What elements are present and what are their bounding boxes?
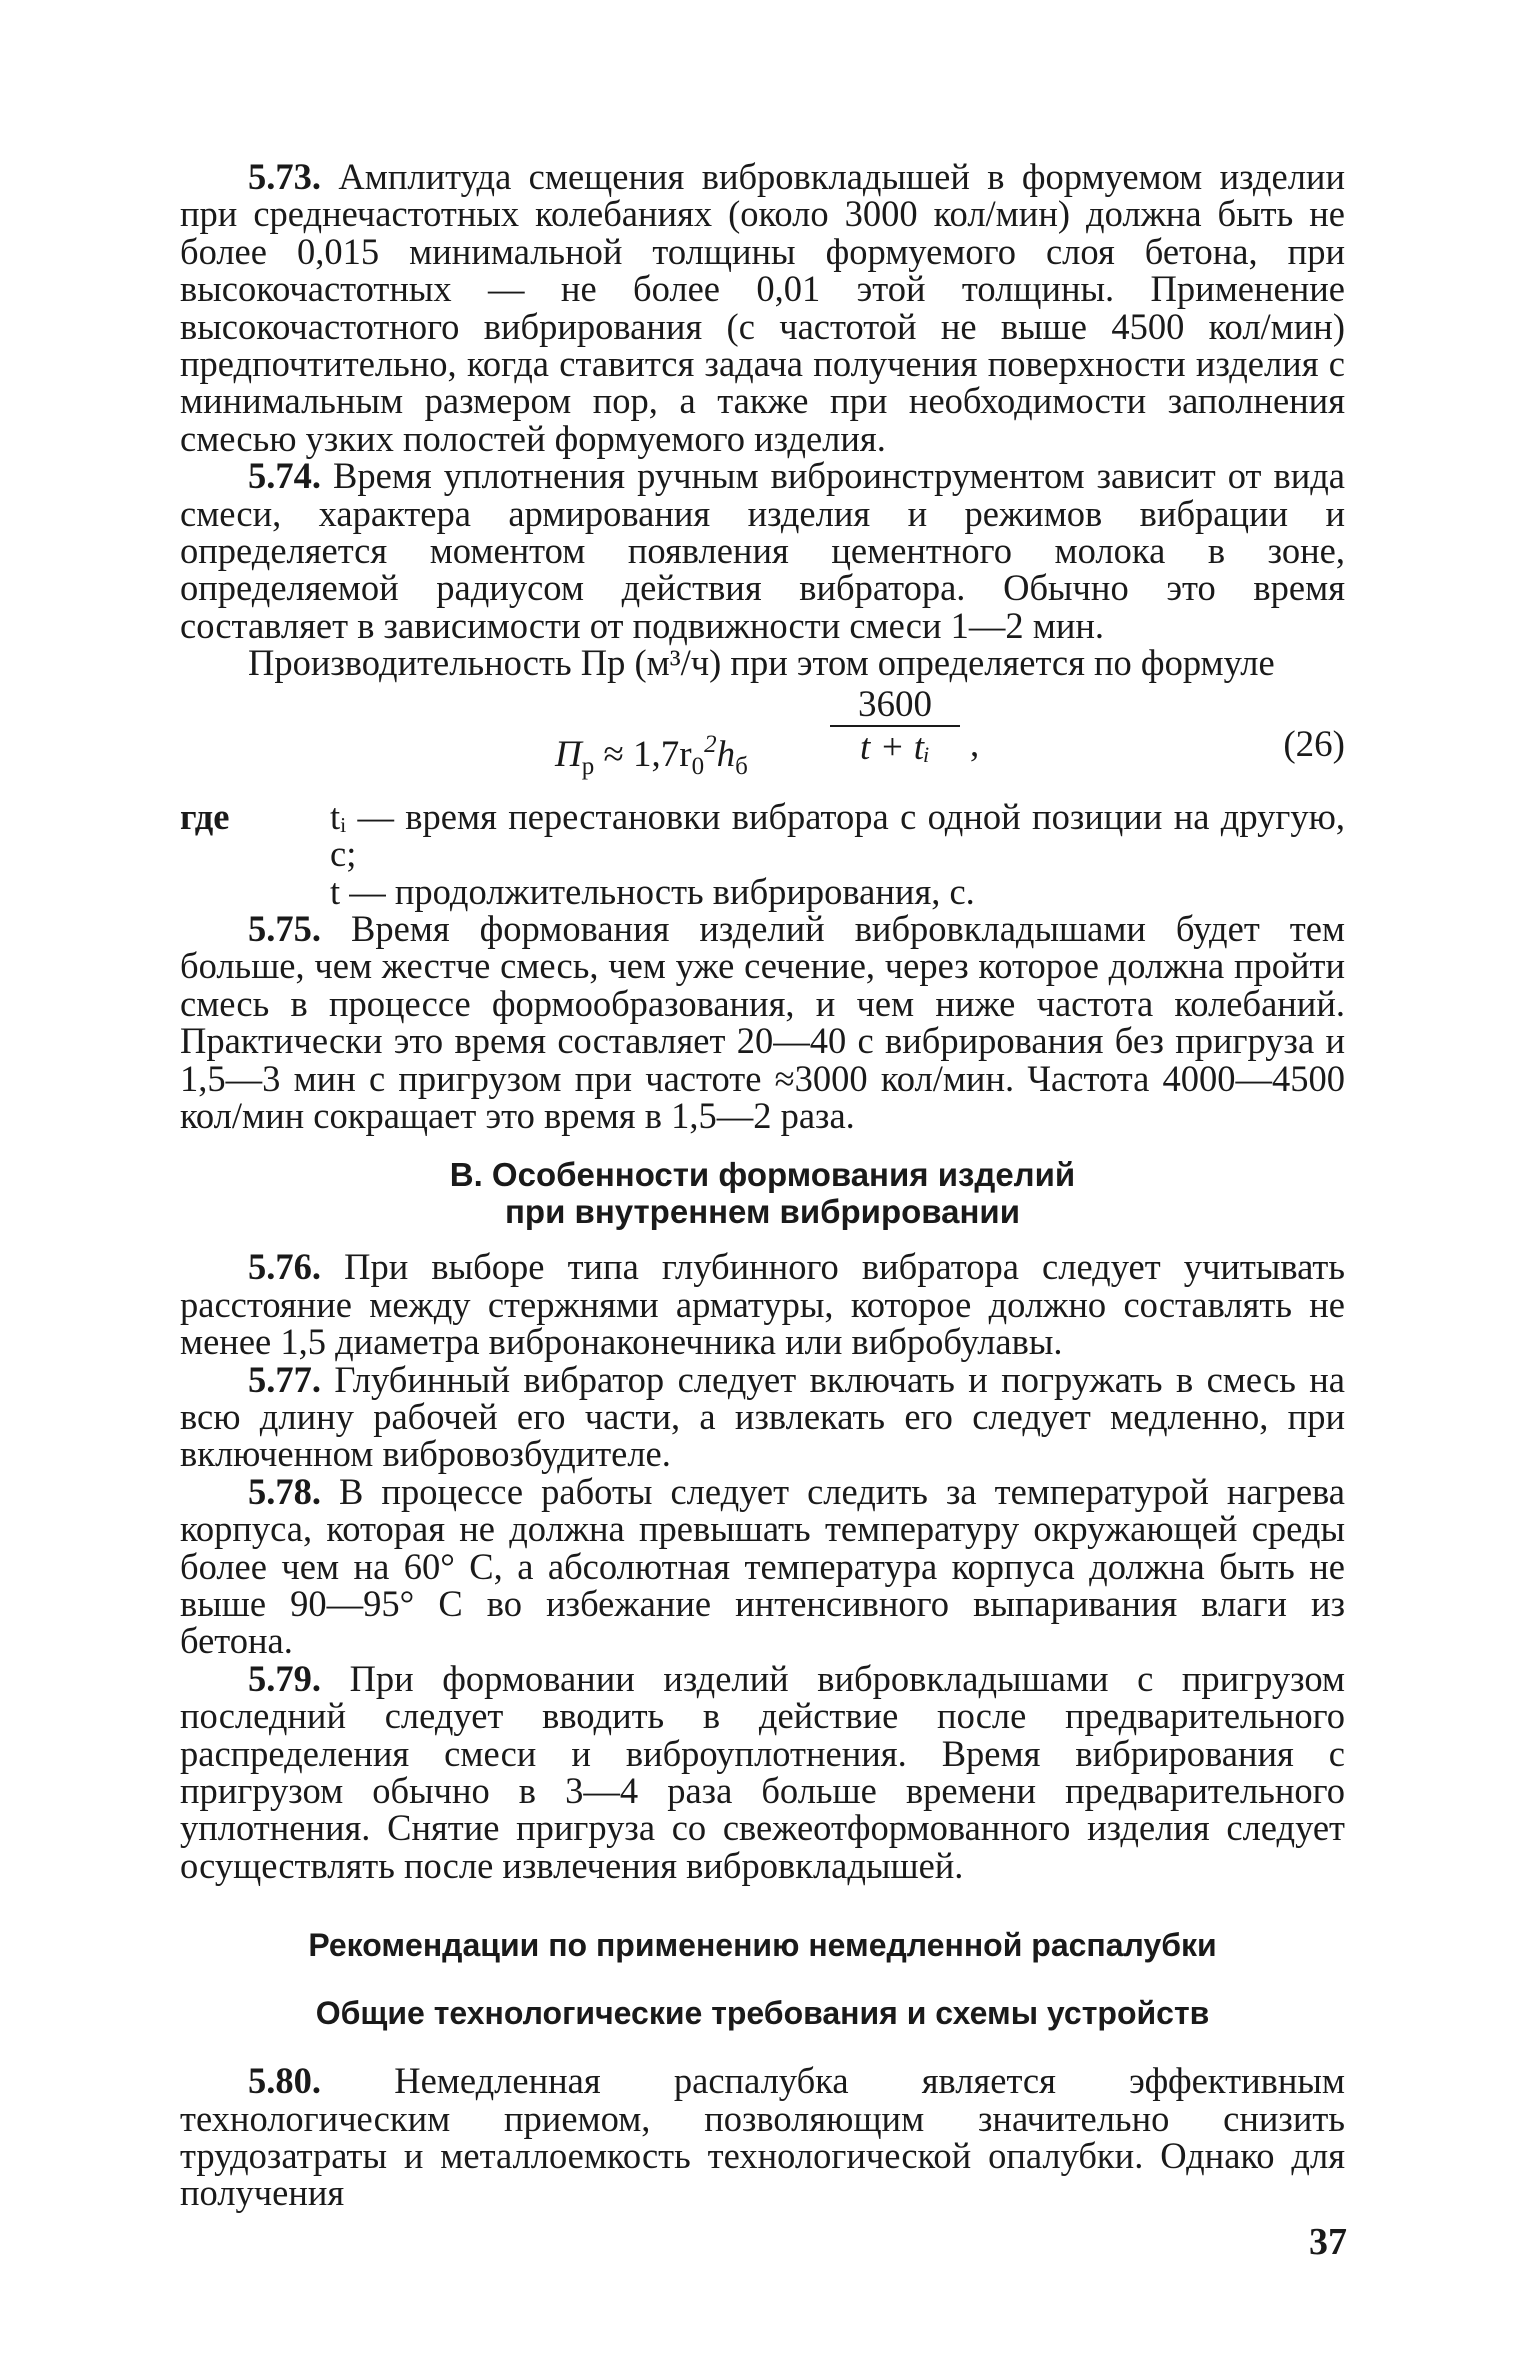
formula-numerator: 3600 (830, 686, 960, 727)
spacer (180, 2032, 1345, 2062)
where-label: где (180, 795, 230, 837)
ti-definition: tᵢ — время перестановки вибратора с одной позиции на другую, с; (330, 795, 1345, 875)
formula-denominator: t + tᵢ (860, 727, 930, 769)
t-definition: t — продолжительность вибрирования, с. (330, 870, 975, 912)
clause-text: При формовании изделий вибровкладышами с пригрузом последний следует вводить в действие после предварительного распределения смеси и виброуплотнения. Время вибрирования с пригрузом обычно в 3—4 раза больше времени предварительного уплотнения. Снятие пригруза со свежеотформованного изделия следует осуществлять после извлечения вибровкладышей. (180, 1657, 1346, 1886)
paragraph-5-74 (180, 457, 1345, 644)
clause-text: Немедленная распалубка является эффективным технологическим приемом, позволяющим значительно снизить трудозатраты и металлоемкость технологической опалубки. Однако для получения (180, 2060, 1345, 2214)
clause-text: Амплитуда смещения вибровкладышей в формуемом изделии при среднечастотных колебаниях (около 3000 кол/мин) должна быть не более 0,015 минимальной толщины формуемого слоя бетона, при высокочастотных — не более 0,01 этой толщины. Применение высокочастотного вибрирования (с частотой не выше 4500 кол/мин) предпочтительно, когда ставится задача получения поверхности изделия с минимальным размером пор, а также при необходимости заполнения смесью узких полостей формуемого изделия. (180, 156, 1345, 459)
clause-number: 5.73. (248, 156, 321, 197)
clause-number: 5.76. (248, 1246, 321, 1288)
where-ti (180, 795, 1345, 875)
clause-text: Глубинный вибратор следует включать и погружать в смесь на всю длину рабочей его части, а извлекать его следует медленно, при включенном вибровозбудителе. (180, 1358, 1345, 1475)
heading-general-requirements: Общие технологические требования и схемы устройств (315, 1995, 1210, 2032)
clause-number: 5.77. (248, 1358, 321, 1400)
formula-number: (26) (1283, 723, 1345, 765)
productivity-intro: Производительность Пр (м³/ч) при этом определяется по формуле (248, 642, 1275, 684)
paragraph-5-80 (180, 2062, 1345, 2212)
clause-number: 5.79. (248, 1657, 321, 1699)
clause-number: 5.75. (248, 907, 321, 949)
heading-line-2: при внутреннем вибрировании (505, 1193, 1020, 1231)
paragraph-5-76 (180, 1246, 1345, 1363)
section-heading-b (180, 1156, 1345, 1230)
heading-line-1: В. Особенности формования изделий (449, 1156, 1076, 1194)
formula-comma: , (970, 723, 980, 765)
clause-number: 5.80. (248, 2060, 321, 2102)
spacer (180, 1884, 1345, 1926)
where-t (180, 870, 1345, 912)
clause-number: 5.78. (248, 1470, 321, 1512)
clause-text: При выборе типа глубинного вибратора следует учитывать расстояние между стержнями арматуры, которое должно составлять не менее 1,5 диаметра вибронаконечника или вибробулавы. (180, 1246, 1345, 1363)
page-number: 37 (1309, 2221, 1347, 2263)
clause-text: В процессе работы следует следить за температурой нагрева корпуса, которая не должна превышать температуру окружающей среды более чем на 60° С, а абсолютная температура корпуса должна быть не выше 90—95° С во избежание интенсивного выпаривания влаги из бетона. (180, 1470, 1345, 1662)
formula-26 (180, 683, 1345, 798)
paragraph-5-79 (180, 1657, 1346, 1886)
spacer (180, 1964, 1345, 1994)
clause-text: Время уплотнения ручным виброинструментом зависит от вида смеси, характера армирования изделия и режимов вибрации и определяется моментом появления цементного молока в зоне, определяемой радиусом действия вибратора. Обычно это время составляет в зависимости от подвижности смеси 1—2 мин. (180, 455, 1346, 646)
clause-text: Время формования изделий вибровкладышами будет тем больше, чем жестче смесь, чем уже сечение, через которое должна пройти смесь в процессе формообразования, и чем ниже частота колебаний. Практически это время составляет 20—40 с вибрирования без пригруза и 1,5—3 мин с пригрузом при частоте ≈3000 кол/мин. Частота 4000—4500 кол/мин сокращает это время в 1,5—2 раза. (180, 907, 1346, 1136)
heading-recommendations: Рекомендации по применению немедленной распалубки (308, 1927, 1217, 1964)
paragraph-5-78 (180, 1470, 1345, 1662)
paragraph-5-77 (180, 1358, 1345, 1475)
paragraph-5-73 (180, 158, 1345, 457)
clause-number: 5.74. (248, 455, 321, 497)
body-text (180, 158, 1345, 2212)
formula-fraction (830, 683, 960, 769)
formula-lhs: $П_р \approx 1,7r_0^2h_б$ (555, 730, 748, 780)
paragraph-5-75 (180, 907, 1346, 1136)
